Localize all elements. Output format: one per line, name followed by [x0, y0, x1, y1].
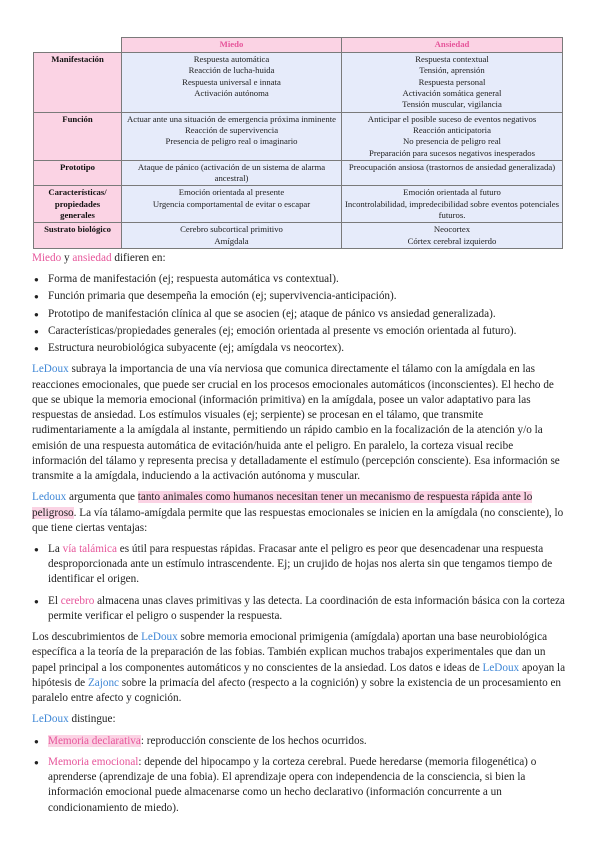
- table-row: [34, 53, 563, 113]
- table-cell-ansiedad: [342, 112, 563, 160]
- table-cell-ansiedad: [342, 53, 563, 113]
- author-ledoux: LeDoux: [482, 661, 520, 674]
- highlight: tanto animales como humanos necesitan tener un mecanismo de respuesta rápida ante lo peligroso: [32, 491, 533, 519]
- term-miedo: Miedo: [32, 252, 62, 264]
- cell-line: Neocortex: [433, 224, 471, 235]
- row-label: Prototipo: [34, 160, 122, 186]
- term-memoria-emocional: Memoria emocional: [48, 755, 139, 768]
- cell-line: Anticipar el posible suceso de eventos negativos: [367, 113, 537, 124]
- cell-line: Activación somática general: [402, 87, 502, 98]
- cell-line: Preparación para sucesos negativos inesperados: [369, 147, 535, 158]
- list-item: ● La vía talámica es útil para respuestas rápidas. Fracasar ante el peligro es peor que desencadenar una respuesta desproporcionada ante un estímulo intrascendente. Ej; un crujido de hojas nos alerta sin que tengamos tiempo de identificar el origen.: [32, 542, 568, 588]
- author-ledoux: LeDoux: [32, 713, 69, 726]
- table-cell-miedo: [122, 112, 342, 160]
- mechanism-paragraph: Ledoux argumenta que tanto animales como humanos necesitan tener un mecanismo de respuesta rápida ante lo peligroso. La vía tálamo-amígdala permite que las respuestas emocionales se inicien en la amígdala (no consciente), lo que tiene ciertas ventajas:: [32, 491, 564, 534]
- intro-paragraph: Miedo y ansiedad difieren en:: [32, 252, 166, 264]
- cell-line: Preocupación ansiosa (trastornos de ansiedad generalizada): [348, 161, 556, 172]
- author-ledoux: LeDoux: [32, 363, 69, 376]
- row-label: Función: [34, 112, 122, 160]
- cell-line: Emoción orientada al futuro: [403, 187, 501, 198]
- cell-line: Córtex cerebral izquierdo: [407, 235, 497, 246]
- body-text: [32, 251, 568, 816]
- list-item: ● El cerebro almacena unas claves primitivas y las detecta. La coordinación de esta información básica con la corteza permite verificar el peligro o suspender la respuesta.: [32, 594, 568, 624]
- cell-line: Reacción anticipatoria: [413, 124, 491, 135]
- term-memoria-declarativa: Memoria declarativa: [48, 734, 141, 747]
- term-cerebro: cerebro: [60, 594, 95, 607]
- table-header-row: [34, 38, 563, 53]
- memory-list: [32, 734, 568, 816]
- table-cell-miedo: [122, 160, 342, 186]
- cell-line: Urgencia comportamental de evitar o escapar: [152, 198, 311, 209]
- table-row: [34, 223, 563, 249]
- differences-list: [32, 272, 568, 356]
- author-zajonc: Zajonc: [87, 676, 119, 689]
- table-corner: [34, 38, 122, 53]
- ledoux-paragraph: LeDoux subraya la importancia de una vía nerviosa que comunica directamente el tálamo con la amígdala en las reacciones emocionales, que puede ser crucial en los procesos emocionales automáticos (inconscientes). El hecho de que se ubique la memoria emocional (información primitiva) en la amígdala, posee un valor adaptativo para las respuestas de ansiedad. Los estímulos visuales (ej; serpiente) se procesan en el tálamo, que transmite rudimentariamente a la amígdala al instante, permitiendo un rápido cambio en la focalización de la atención y/o la emisión de una respuesta automática de evitación/huida ante el peligro. En paralelo, la corteza visual recibe información del tálamo y representa precisa y detalladamente el estímulo (percepción consciente). Esa información se transmite a la amígdala, induciendo a la activación autónoma y muscular.: [32, 363, 560, 483]
- cell-line: Respuesta universal e innata: [182, 76, 281, 87]
- table-cell-miedo: [122, 53, 342, 113]
- list-item: ● Memoria emocional: depende del hipocampo y la corteza cerebral. Puede heredarse (memoria filogenética) o aprenderse (aprendizaje de una fobia). El aprendizaje opera con independencia de la consciencia, si bien la información emocional puede almacenarse como un hecho declarativo (información concurrente a un condicionamiento de miedo).: [32, 755, 568, 816]
- row-label: Características/ propiedades generales: [34, 186, 122, 223]
- cell-line: Actuar ante una situación de emergencia próxima inminente: [127, 113, 336, 124]
- author-ledoux: LeDoux: [141, 631, 178, 644]
- distinguishes-paragraph: LeDoux distingue:: [32, 713, 116, 726]
- cell-line: Respuesta automática: [193, 54, 270, 64]
- cell-line: Presencia de peligro real o imaginario: [165, 136, 298, 147]
- table-cell-ansiedad: [342, 160, 563, 186]
- table-row: [34, 112, 563, 160]
- list-item: ● Estructura neurobiológica subyacente (ej; amígdala vs neocortex).: [32, 341, 568, 356]
- cell-line: Ataque de pánico (activación de un sistema de alarma ancestral): [137, 161, 326, 184]
- cell-line: Respuesta contextual: [415, 54, 489, 64]
- cell-line: Reacción de lucha-huida: [188, 65, 275, 76]
- cell-line: Incontrolabilidad, impredecibilidad sobre eventos potenciales futuros.: [345, 198, 559, 221]
- table-cell-miedo: [122, 186, 342, 223]
- row-label: Manifestación: [34, 53, 122, 113]
- discoveries-paragraph: Los descubrimientos de LeDoux sobre memoria emocional primigenia (amígdala) aportan una base neurobiológica específica a la teoría de la preparación de las fobias. También explican muchos trabajos experimentales que dan un papel principal a los componentes automáticos y no conscientes de la ansiedad. Los datos e ideas de LeDoux apoyan la hipótesis de Zajonc sobre la primacía del afecto (respecto a la cognición) y sobre la existencia de un procesamiento en paralelo entre afecto y cognición.: [32, 631, 566, 705]
- header-miedo: Miedo: [122, 38, 342, 53]
- list-item: ● Función primaria que desempeña la emoción (ej; supervivencia-anticipación).: [32, 289, 568, 304]
- cell-line: Reacción de supervivencia: [184, 124, 279, 135]
- list-item: ● Características/propiedades generales (ej; emoción orientada al presente vs emoción orientada al futuro).: [32, 324, 568, 339]
- term-ansiedad: ansiedad: [72, 252, 112, 264]
- comparison-table: [33, 37, 563, 249]
- list-item: ● Prototipo de manifestación clínica al que se asocien (ej; ataque de pánico vs ansiedad generalizada).: [32, 307, 568, 322]
- term-via-talamica: vía talámica: [62, 542, 117, 555]
- cell-line: Activación autónoma: [194, 87, 269, 98]
- header-ansiedad: Ansiedad: [342, 38, 563, 53]
- table-cell-ansiedad: [342, 186, 563, 223]
- cell-line: Emoción orientada al presente: [178, 187, 285, 198]
- advantages-list: [32, 542, 568, 624]
- row-label: Sustrato biológico: [34, 223, 122, 249]
- table-cell-ansiedad: [342, 223, 563, 249]
- table-row: [34, 186, 563, 223]
- cell-line: Amígdala: [214, 235, 249, 246]
- cell-line: Respuesta personal: [418, 76, 486, 87]
- cell-line: Cerebro subcortical primitivo: [180, 224, 283, 235]
- table-cell-miedo: [122, 223, 342, 249]
- list-item: ● Forma de manifestación (ej; respuesta automática vs contextual).: [32, 272, 568, 287]
- list-item: ● Memoria declarativa: reproducción consciente de los hechos ocurridos.: [32, 734, 568, 749]
- cell-line: Tensión muscular, vigilancia: [402, 99, 502, 110]
- table-row: [34, 160, 563, 186]
- cell-line: Tensión, aprensión: [419, 65, 485, 76]
- author-ledoux: Ledoux: [32, 491, 67, 504]
- cell-line: No presencia de peligro real: [403, 136, 501, 147]
